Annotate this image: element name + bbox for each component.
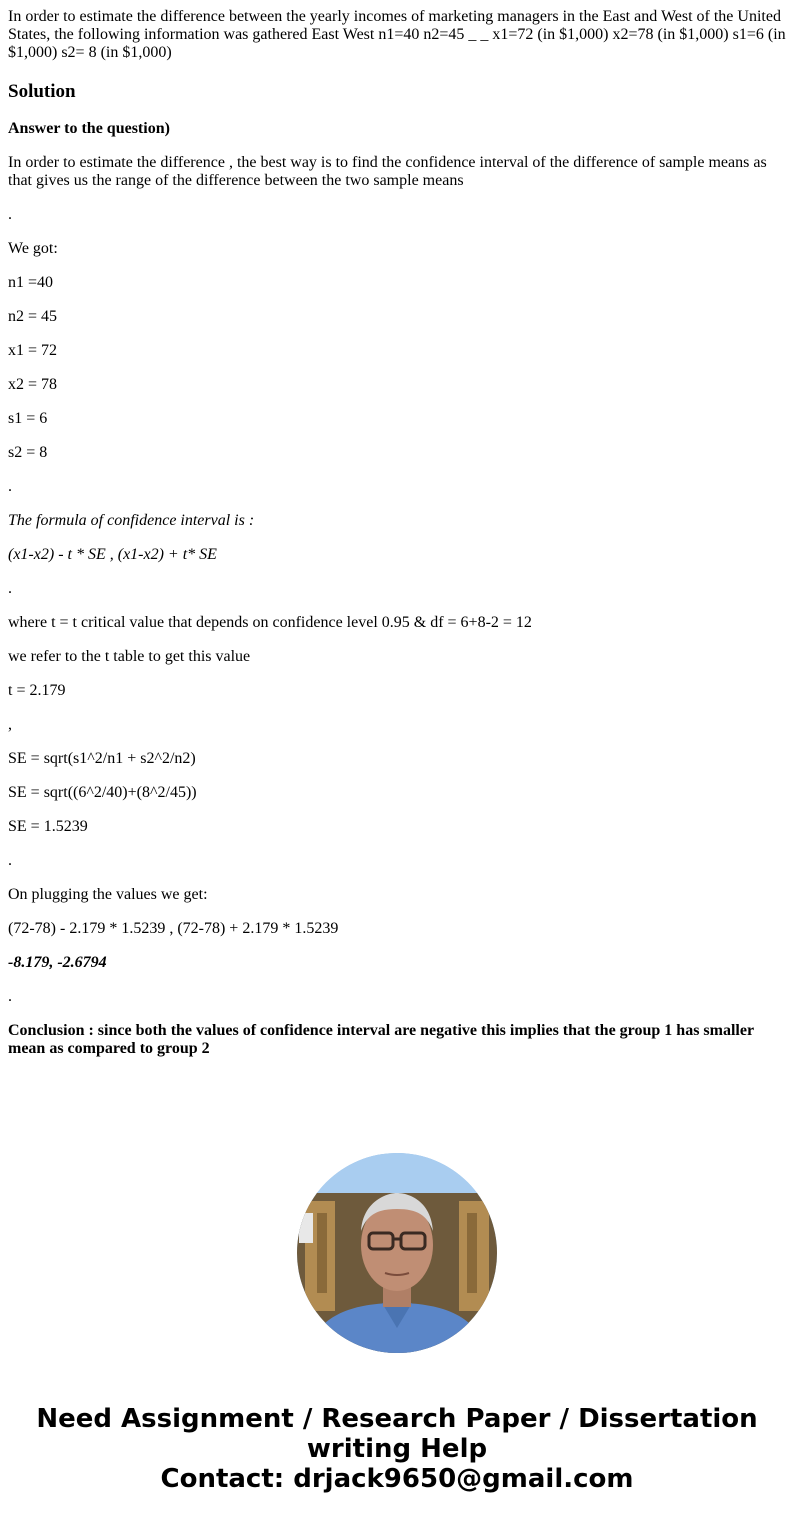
- author-photo: [297, 1153, 497, 1353]
- solution-paragraph: (x1-x2) - t * SE , (x1-x2) + t* SE: [8, 546, 217, 563]
- question-text: In order to estimate the difference between the yearly incomes of marketing managers in the East and West of the United States, the following information was gathered East West n1=40 n2=45 _ _ x1=72 (in $1,000) x2=78 (in $1,000) s1=6 (in $1,000) s2= 8 (in $1,000): [8, 8, 786, 61]
- solution-paragraphs: [8, 154, 786, 1058]
- solution-paragraph: we refer to the t table to get this value: [8, 648, 251, 665]
- solution-paragraph: .: [8, 580, 12, 597]
- solution-paragraph: On plugging the values we get:: [8, 886, 208, 903]
- solution-paragraph: -8.179, -2.6794: [8, 954, 107, 971]
- author-avatar: [297, 1153, 497, 1353]
- solution-paragraph: s1 = 6: [8, 410, 48, 427]
- solution-paragraph: where t = t critical value that depends on confidence level 0.95 & df = 6+8-2 = 12: [8, 614, 532, 631]
- solution-paragraph: Conclusion : since both the values of confidence interval are negative this implies that the group 1 has smaller mean as compared to group 2: [8, 1022, 754, 1057]
- solution-paragraph: SE = sqrt((6^2/40)+(8^2/45)): [8, 784, 197, 801]
- solution-paragraph: .: [8, 478, 12, 495]
- footer-contact-line: Contact: drjack9650@gmail.com: [160, 1464, 634, 1494]
- solution-paragraph: s2 = 8: [8, 444, 48, 461]
- solution-paragraph: .: [8, 988, 12, 1005]
- solution-paragraph: .: [8, 852, 12, 869]
- solution-paragraph: We got:: [8, 240, 58, 257]
- solution-paragraph: In order to estimate the difference , the best way is to find the confidence interval of the difference of sample means as that gives us the range of the difference between the two sample means: [8, 154, 767, 189]
- solution-paragraph: n1 =40: [8, 274, 54, 291]
- solution-paragraph: n2 = 45: [8, 308, 58, 325]
- solution-paragraph: SE = 1.5239: [8, 818, 88, 835]
- footer-help-line: Need Assignment / Research Paper / Dissertation writing Help: [36, 1404, 758, 1464]
- contact-footer: [0, 1404, 794, 1494]
- solution-paragraph: The formula of confidence interval is :: [8, 512, 255, 529]
- solution-paragraph: x1 = 72: [8, 342, 58, 359]
- solution-paragraph: .: [8, 206, 12, 223]
- solution-heading: Solution: [8, 81, 76, 102]
- solution-paragraph: SE = sqrt(s1^2/n1 + s2^2/n2): [8, 750, 196, 767]
- solution-paragraph: (72-78) - 2.179 * 1.5239 , (72-78) + 2.179 * 1.5239: [8, 920, 339, 937]
- answer-heading: Answer to the question): [8, 120, 170, 137]
- solution-paragraph: ,: [8, 716, 12, 733]
- solution-paragraph: x2 = 78: [8, 376, 58, 393]
- solution-paragraph: t = 2.179: [8, 682, 66, 699]
